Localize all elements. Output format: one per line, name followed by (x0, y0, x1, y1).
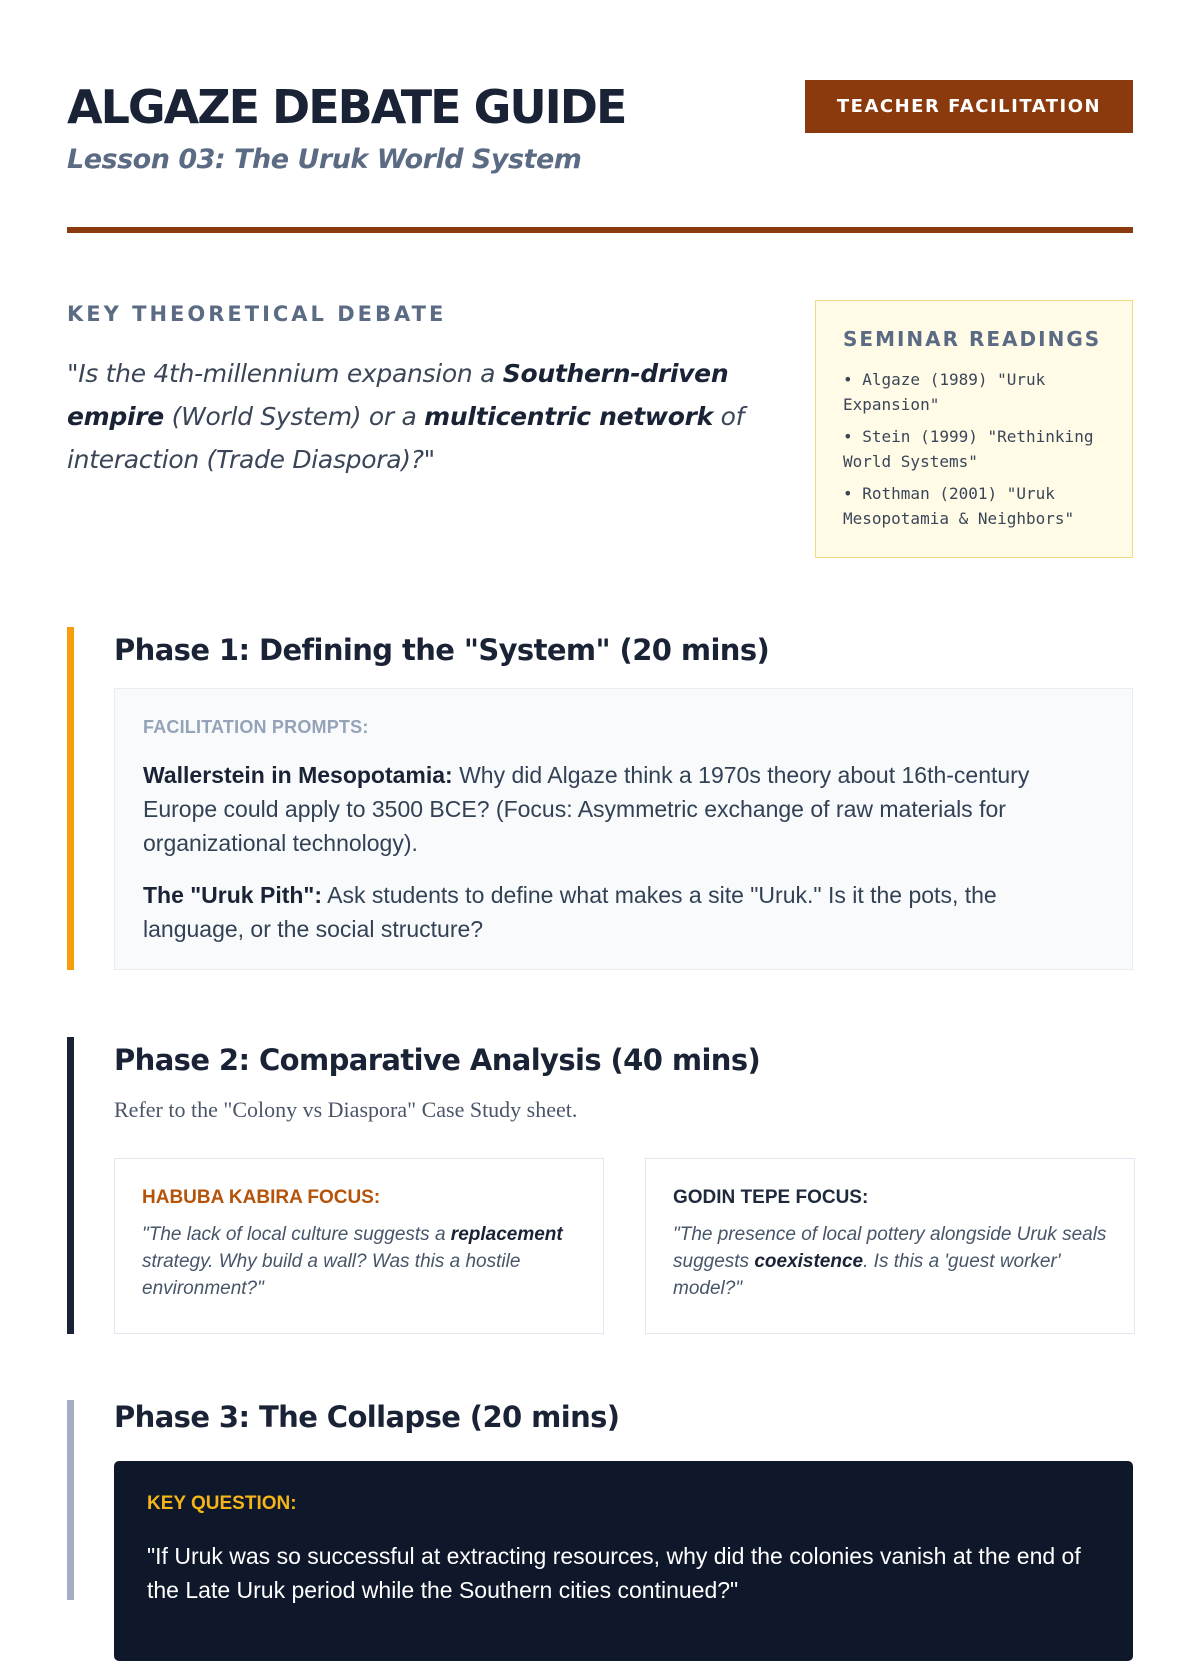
lesson-subtitle: Lesson 03: The Uruk World System (67, 144, 582, 175)
key-debate-section (67, 302, 747, 481)
habuba-kabira-text (142, 1221, 576, 1302)
seminar-readings-box (815, 300, 1133, 558)
debate-quote-part: "Is the 4th-millennium expansion a (67, 359, 503, 388)
debate-quote-part: of interaction (Trade Diaspora)?" (67, 402, 745, 474)
key-question-box (114, 1461, 1133, 1661)
debate-quote-emphasis: multicentric network (424, 402, 713, 431)
debate-question (67, 352, 747, 481)
facilitation-prompts-box (114, 688, 1133, 970)
reading-item: • Stein (1999) "Rethinking World Systems" (843, 427, 1094, 471)
phase-1-heading: Phase 1: Defining the "System" (20 mins) (114, 633, 770, 667)
phase-1-section (67, 627, 1133, 970)
teacher-facilitation-badge: TEACHER FACILITATION (805, 80, 1133, 133)
prompt-text: Why did Algaze think a 1970s theory about 16th-century Europe could apply to 3500 BCE? (Focus: Asymmetric exchange of raw materials for organizational technology). (143, 762, 1030, 856)
habuba-kabira-title: HABUBA KABIRA FOCUS: (142, 1187, 381, 1208)
prompt-lead: The "Uruk Pith": (143, 882, 322, 908)
facilitation-prompt (143, 878, 1104, 946)
prompt-lead: Wallerstein in Mesopotamia: (143, 762, 453, 788)
phase-1-accent-bar (67, 627, 74, 970)
phase-2-heading: Phase 2: Comparative Analysis (40 mins) (114, 1043, 761, 1077)
phase-2-section (67, 1037, 1133, 1334)
phase-2-accent-bar (67, 1037, 74, 1334)
key-question-text: "If Uruk was so successful at extracting resources, why did the colonies vanish at the end of the Late Uruk period while the Southern cities continued?" (147, 1543, 1081, 1603)
reading-item: • Rothman (2001) "Uruk Mesopotamia & Neighbors" (843, 484, 1075, 528)
readings-list (843, 367, 1112, 531)
reading-item: • Algaze (1989) "Uruk Expansion" (843, 370, 1046, 414)
debate-quote-emphasis: Southern-driven empire (67, 359, 729, 431)
phase-3-section (67, 1400, 1133, 1603)
focus-text-part: . Is this a 'guest worker' model?" (673, 1251, 1061, 1299)
key-question-label: KEY QUESTION: (147, 1493, 297, 1514)
godin-tepe-text (673, 1221, 1107, 1302)
prompt-text: Ask students to define what makes a site "Uruk." Is it the pots, the language, or the social structure? (143, 882, 997, 942)
godin-tepe-card (645, 1158, 1135, 1334)
facilitation-prompt (143, 758, 1104, 860)
page-title: ALGAZE DEBATE GUIDE (67, 80, 626, 134)
facilitation-prompts-label: FACILITATION PROMPTS: (143, 717, 369, 737)
focus-text-part: strategy. Why build a wall? Was this a hostile environment?" (142, 1251, 521, 1299)
phase-3-accent-bar (67, 1400, 74, 1600)
focus-text-emphasis: replacement (450, 1224, 563, 1245)
focus-text-part: "The presence of local pottery alongside Uruk seals suggests (673, 1224, 1107, 1272)
seminar-readings-title: SEMINAR READINGS (843, 327, 1102, 351)
debate-quote-part: (World System) or a (163, 402, 425, 431)
case-study-note: Refer to the "Colony vs Diaspora" Case Study sheet. (114, 1097, 578, 1122)
habuba-kabira-card (114, 1158, 604, 1334)
header (67, 78, 1133, 188)
phase-3-heading: Phase 3: The Collapse (20 mins) (114, 1400, 620, 1434)
focus-text-emphasis: coexistence (754, 1251, 864, 1272)
focus-text-part: "The lack of local culture suggests a (142, 1224, 451, 1245)
key-debate-label: KEY THEORETICAL DEBATE (67, 302, 447, 326)
header-divider (67, 227, 1133, 233)
godin-tepe-title: GODIN TEPE FOCUS: (673, 1187, 869, 1208)
